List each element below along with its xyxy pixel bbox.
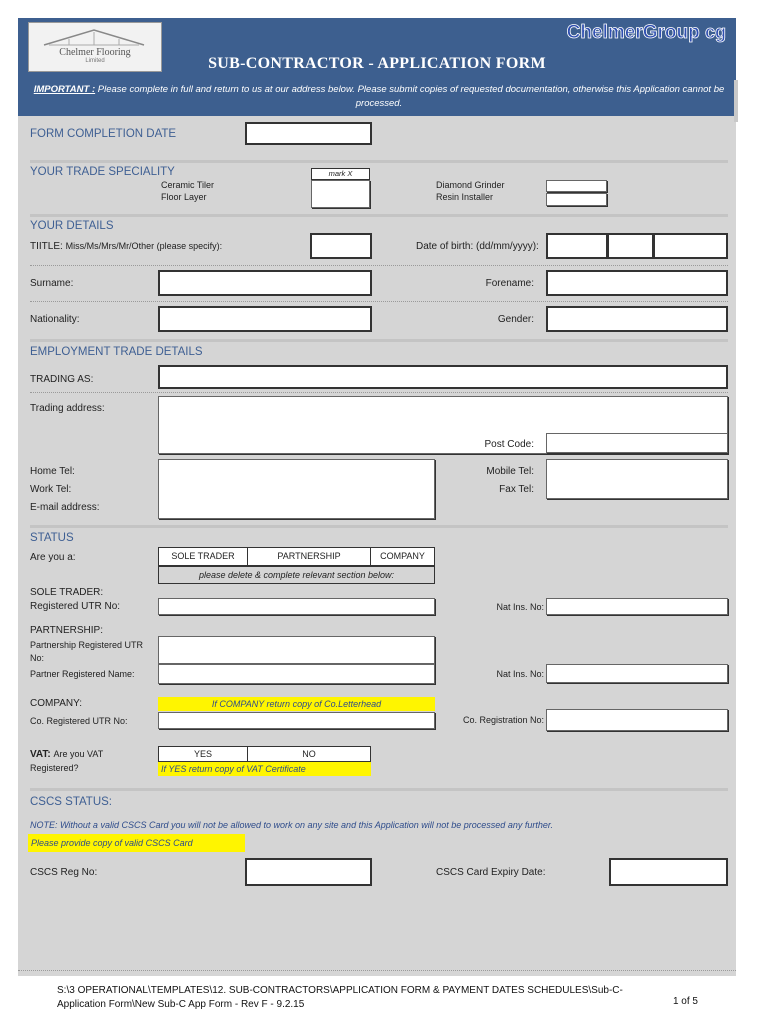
trade-diamond-grinder: Diamond Grinder xyxy=(436,180,505,190)
trade-ceramic-tiler: Ceramic Tiler xyxy=(161,180,215,190)
sole-utr-field[interactable] xyxy=(158,598,435,615)
cscs-heading: CSCS STATUS: xyxy=(30,796,112,808)
brand-part-b: Group xyxy=(642,22,700,43)
divider xyxy=(30,214,728,217)
footer-path xyxy=(57,984,707,1012)
divider xyxy=(30,339,728,342)
page-number: 1 of 5 xyxy=(672,996,698,1007)
diamond-grinder-checkbox[interactable] xyxy=(546,180,607,192)
nationality-field[interactable] xyxy=(158,306,372,332)
company-option[interactable]: COMPANY xyxy=(370,547,435,566)
logo-subtext: Limited xyxy=(85,58,105,64)
completion-date-field[interactable] xyxy=(245,122,372,145)
partnership-label: PARTNERSHIP: xyxy=(30,625,103,636)
mark-x-header: mark X xyxy=(311,168,370,180)
completion-heading: FORM COMPLETION DATE xyxy=(30,128,177,140)
cscs-copy-note: Please provide copy of valid CSCS Card xyxy=(28,834,245,852)
divider xyxy=(30,301,728,303)
postcode-field[interactable] xyxy=(546,433,728,453)
contact-fields-right[interactable] xyxy=(546,459,728,499)
cscs-expiry-field[interactable] xyxy=(609,858,728,886)
email-label: E-mail address: xyxy=(30,502,100,513)
header-edge xyxy=(734,80,738,122)
fax-tel-label: Fax Tel: xyxy=(499,484,534,495)
cscs-expiry-label: CSCS Card Expiry Date: xyxy=(436,867,546,878)
details-heading: YOUR DETAILS xyxy=(30,220,114,232)
vat-no-option[interactable]: NO xyxy=(247,746,371,762)
partnership-utr-field[interactable] xyxy=(158,636,435,664)
divider xyxy=(30,392,728,394)
vat-label-b: Registered? xyxy=(30,763,79,773)
sole-nat-ins-label: Nat Ins. No: xyxy=(496,602,544,612)
surname-label: Surname: xyxy=(30,278,74,289)
partner-name-label: Partner Registered Name: xyxy=(30,669,135,679)
trade-floor-layer: Floor Layer xyxy=(161,192,207,202)
dob-label: Date of birth: (dd/mm/yyyy): xyxy=(416,241,539,252)
forename-field[interactable] xyxy=(546,270,728,296)
co-utr-label: Co. Registered UTR No: xyxy=(30,716,128,726)
trade-heading: YOUR TRADE SPECIALITY xyxy=(30,166,175,178)
trading-address-label: Trading address: xyxy=(30,403,105,414)
partner-name-field[interactable] xyxy=(158,664,435,684)
important-text: Please complete in full and return to us at our address below. Please submit copies of requested documentation, otherwise this Application cannot be processed. xyxy=(97,84,725,109)
sole-nat-ins-field[interactable] xyxy=(546,598,728,615)
home-tel-label: Home Tel: xyxy=(30,466,75,477)
title-label xyxy=(30,241,222,252)
forename-label: Forename: xyxy=(485,278,534,289)
cscs-note: NOTE: Without a valid CSCS Card you will not be allowed to work on any site and this Application will not be processed any further. xyxy=(30,820,554,830)
sole-trader-option[interactable]: SOLE TRADER xyxy=(158,547,248,566)
vat-label-a: Are you VAT xyxy=(53,749,104,759)
trade-resin-installer: Resin Installer xyxy=(436,192,494,202)
sole-utr-label: Registered UTR No: xyxy=(30,601,121,612)
co-reg-label: Co. Registration No: xyxy=(462,715,544,725)
dob-month-field[interactable] xyxy=(607,233,654,259)
cscs-reg-field[interactable] xyxy=(245,858,372,886)
postcode-label: Post Code: xyxy=(484,439,534,450)
co-reg-field[interactable] xyxy=(546,709,728,731)
company-label: COMPANY: xyxy=(30,698,83,709)
company-note: If COMPANY return copy of Co.Letterhead xyxy=(158,697,435,711)
brand-part-c: cg xyxy=(704,22,726,42)
divider xyxy=(30,160,728,163)
work-tel-label: Work Tel: xyxy=(30,484,72,495)
form-title: SUB-CONTRACTOR - APPLICATION FORM xyxy=(208,55,546,72)
divider xyxy=(30,788,728,791)
partner-nat-ins-label: Nat Ins. No: xyxy=(496,669,544,679)
cscs-reg-label: CSCS Reg No: xyxy=(30,867,98,878)
divider xyxy=(30,265,728,267)
co-utr-field[interactable] xyxy=(158,712,435,729)
title-field[interactable] xyxy=(310,233,372,259)
partner-nat-ins-field[interactable] xyxy=(546,664,728,683)
delete-note: please delete & complete relevant section below: xyxy=(158,566,435,584)
partnership-utr-label: Partnership Registered UTR No: xyxy=(30,640,144,663)
divider xyxy=(18,970,736,972)
trading-as-field[interactable] xyxy=(158,365,728,389)
roof-icon xyxy=(39,27,149,47)
vat-yes-option[interactable]: YES xyxy=(158,746,248,762)
vat-note: If YES return copy of VAT Certificate xyxy=(158,762,371,776)
dob-day-field[interactable] xyxy=(546,233,608,259)
brand-name xyxy=(567,22,726,44)
logo-text: Chelmer Flooring xyxy=(59,47,131,58)
trade-mark-box-left[interactable] xyxy=(311,180,370,208)
resin-installer-checkbox[interactable] xyxy=(546,193,607,206)
sole-trader-label: SOLE TRADER: xyxy=(30,587,104,598)
trading-as-label: TRADING AS: xyxy=(30,374,94,385)
gender-field[interactable] xyxy=(546,306,728,332)
are-you-label: Are you a: xyxy=(30,552,76,563)
contact-fields-left[interactable] xyxy=(158,459,435,519)
dob-year-field[interactable] xyxy=(653,233,728,259)
partnership-option[interactable]: PARTNERSHIP xyxy=(247,547,371,566)
nationality-label: Nationality: xyxy=(30,314,80,325)
brand-part-a: Chelmer xyxy=(566,22,643,43)
footer-path-line2: Application Form\New Sub-C App Form - Rev F - 9.2.15 xyxy=(57,999,305,1010)
gender-label: Gender: xyxy=(497,314,534,325)
important-label: IMPORTANT : xyxy=(33,84,96,95)
footer-path-line1: S:\3 OPERATIONAL\TEMPLATES\12. SUB-CONTRACTORS\APPLICATION FORM & PAYMENT DATES SCHEDULES\Sub-C- xyxy=(57,985,623,996)
mobile-tel-label: Mobile Tel: xyxy=(486,466,534,477)
divider xyxy=(30,525,728,528)
title-label-b: Miss/Ms/Mrs/Mr/Other (please specify): xyxy=(65,241,223,251)
employment-heading: EMPLOYMENT TRADE DETAILS xyxy=(30,346,203,358)
vat-label xyxy=(30,749,103,760)
surname-field[interactable] xyxy=(158,270,372,296)
title-label-a: TIITLE: xyxy=(30,241,63,252)
vat-label-bold: VAT: xyxy=(30,749,51,760)
important-notice xyxy=(30,83,728,111)
status-heading: STATUS xyxy=(30,532,74,544)
